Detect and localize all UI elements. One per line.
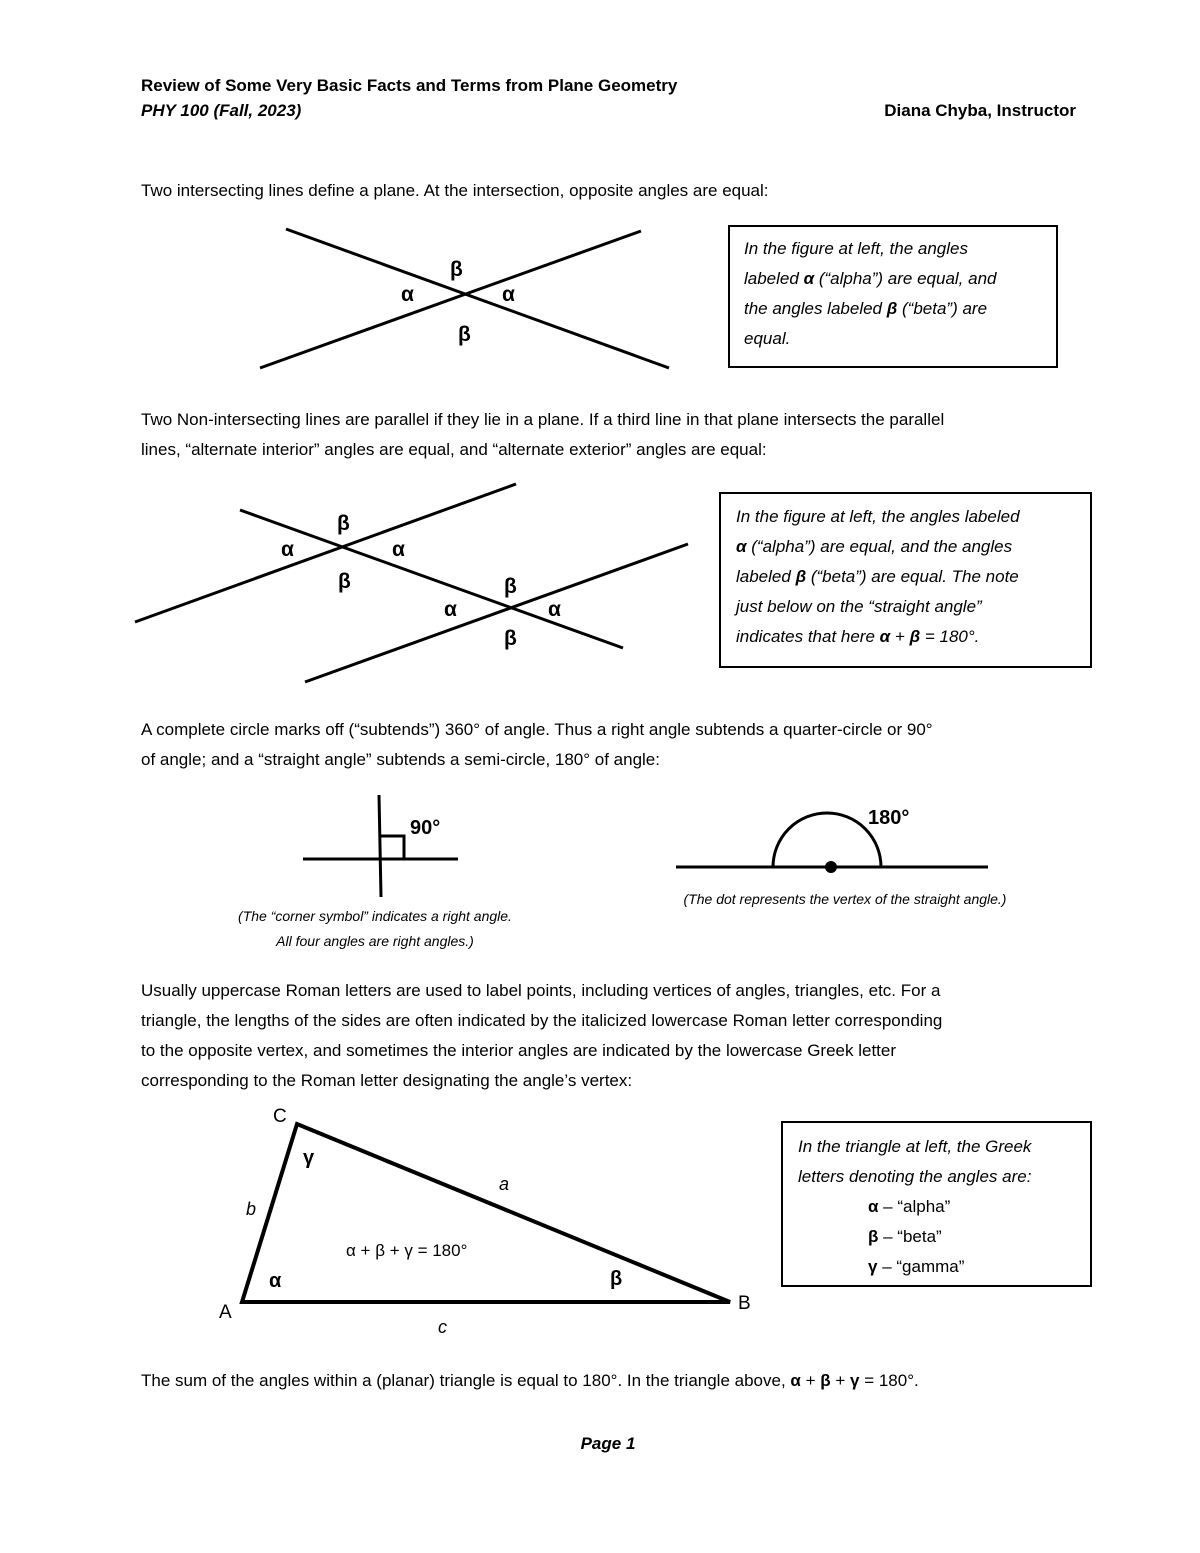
fig1-beta-bottom: β — [458, 323, 471, 346]
section4-line2: triangle, the lengths of the sides are often indicated by the italicized lowercase Roman letter corresponding — [141, 1011, 943, 1030]
right-angle-vertical — [379, 795, 381, 897]
corner-symbol — [380, 836, 404, 859]
note2-line4: just below on the “straight angle” — [736, 597, 982, 616]
section1-text: Two intersecting lines define a plane. At the intersection, opposite angles are equal: — [141, 181, 769, 200]
angle-alpha-label: α — [269, 1270, 282, 1292]
note2-line1: In the figure at left, the angles labeled — [736, 507, 1020, 526]
transversal-line — [240, 510, 623, 648]
page-number: Page 1 — [580, 1434, 636, 1453]
note3-line2: letters denoting the angles are: — [798, 1167, 1032, 1186]
parallel-line-1 — [135, 484, 516, 622]
fig2-beta-4: β — [504, 627, 517, 650]
side-a-label: a — [499, 1174, 510, 1194]
note3-gamma: γ – “gamma” — [868, 1257, 965, 1276]
note2-line3: labeled β (“beta”) are equal. The note — [736, 567, 1019, 586]
note3-line1: In the triangle at left, the Greek — [798, 1137, 1032, 1156]
section3-line1: A complete circle marks off (“subtends”) 360° of angle. Thus a right angle subtends a quarter-circle or 90° — [141, 720, 933, 739]
fig2-alpha-2: α — [392, 538, 405, 561]
angle-sum-label: α + β + γ = 180° — [346, 1241, 468, 1260]
note3-beta: β – “beta” — [868, 1227, 942, 1246]
line-2 — [260, 231, 641, 368]
fig2-beta-1: β — [337, 512, 350, 535]
note-box-2 — [719, 492, 1092, 668]
instructor-label: Diana Chyba, Instructor — [884, 101, 1076, 120]
note1-line2: labeled α (“alpha”) are equal, and — [744, 269, 997, 288]
fig1-alpha-right: α — [502, 283, 515, 306]
right-angle-caption-1: (The “corner symbol” indicates a right angle. — [238, 908, 512, 924]
straight-angle-label: 180° — [868, 807, 910, 829]
straight-angle-caption: (The dot represents the vertex of the straight angle.) — [683, 891, 1007, 907]
section4-line3: to the opposite vertex, and sometimes the interior angles are indicated by the lowercase Greek letter — [141, 1041, 897, 1060]
section5-text: The sum of the angles within a (planar) triangle is equal to 180°. In the triangle above, α + β + γ = 180°. — [141, 1371, 919, 1390]
right-angle-caption-2: All four angles are right angles.) — [276, 933, 474, 949]
section2-line1: Two Non-intersecting lines are parallel if they lie in a plane. If a third line in that plane intersects the parallel — [141, 410, 945, 429]
semicircle-arc — [773, 813, 881, 867]
fig1-alpha-left: α — [401, 283, 414, 306]
fig2-alpha-3: α — [444, 598, 457, 621]
note2-line5: indicates that here α + β = 180°. — [736, 627, 980, 646]
section4-line1: Usually uppercase Roman letters are used to label points, including vertices of angles, triangles, etc. For a — [141, 981, 941, 1000]
note-box-1 — [728, 225, 1058, 368]
fig1-beta-top: β — [450, 258, 463, 281]
note-box-3 — [781, 1121, 1092, 1287]
vertex-C-label: C — [273, 1106, 287, 1127]
fig2-beta-2: β — [338, 570, 351, 593]
course-label: PHY 100 (Fall, 2023) — [141, 101, 302, 120]
section3-line2: of angle; and a “straight angle” subtends a semi-circle, 180° of angle: — [141, 750, 660, 769]
angle-beta-label: β — [610, 1268, 623, 1290]
side-b-label: b — [246, 1199, 257, 1219]
fig2-alpha-4: α — [548, 598, 561, 621]
note3-alpha: α – “alpha” — [868, 1197, 951, 1216]
vertex-A-label: A — [219, 1302, 232, 1323]
fig2-beta-3: β — [504, 575, 517, 598]
vertex-B-label: B — [738, 1293, 751, 1314]
note1-line1: In the figure at left, the angles — [744, 239, 968, 258]
side-c-label: c — [438, 1317, 447, 1337]
angle-gamma-label: γ — [303, 1147, 315, 1169]
fig2-alpha-1: α — [281, 538, 294, 561]
note1-line4: equal. — [744, 329, 791, 348]
note2-line2: α (“alpha”) are equal, and the angles — [736, 537, 1013, 556]
line-1 — [286, 229, 669, 368]
vertex-dot — [825, 861, 837, 873]
document-title: Review of Some Very Basic Facts and Terms from Plane Geometry — [141, 76, 678, 95]
right-angle-label: 90° — [410, 817, 441, 839]
section2-line2: lines, “alternate interior” angles are equal, and “alternate exterior” angles are equal: — [141, 440, 767, 459]
parallel-line-2 — [305, 544, 688, 682]
note1-line3: the angles labeled β (“beta”) are — [744, 299, 988, 318]
triangle-abc — [242, 1124, 730, 1302]
section4-line4: corresponding to the Roman letter designating the angle’s vertex: — [141, 1071, 633, 1090]
